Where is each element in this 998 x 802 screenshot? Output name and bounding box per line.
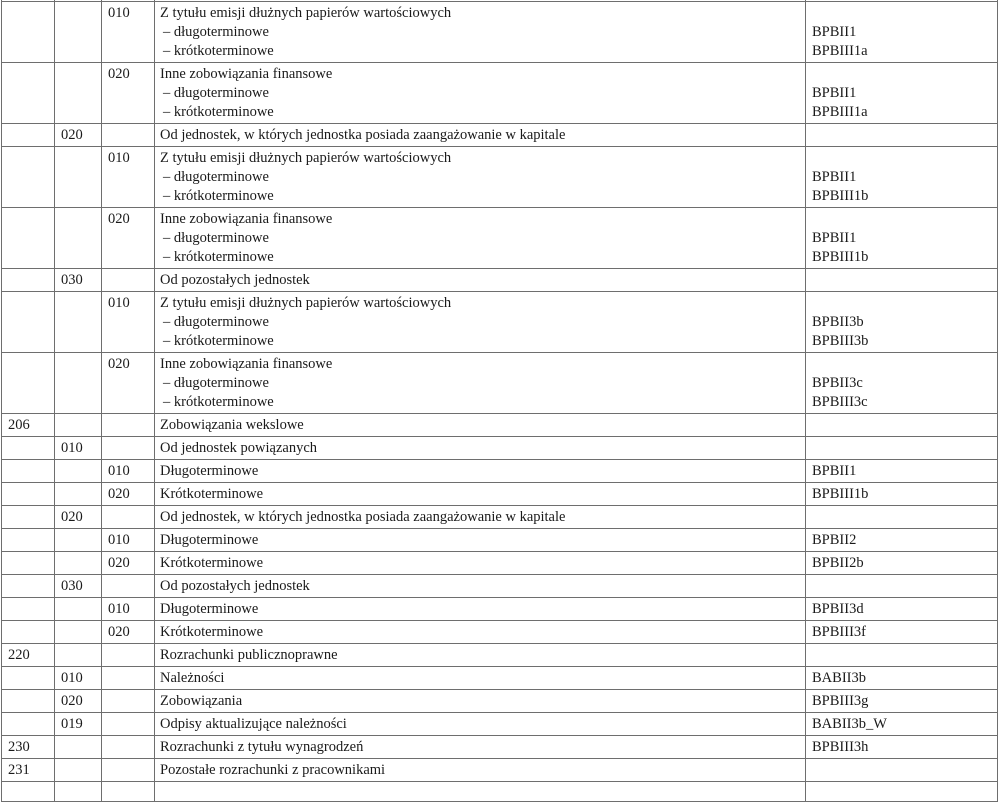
description-line: Z tytułu emisji dłużnych papierów wartościowych (160, 150, 452, 166)
item-number-cell (102, 713, 155, 736)
description-cell (155, 2, 806, 63)
description-line: Rozrachunki z tytułu wynagrodzeń (160, 739, 364, 755)
report-code-cell (806, 621, 998, 644)
account-number-cell (2, 483, 55, 506)
description-line: – długoterminowe (163, 85, 269, 101)
report-code-line: BPBII2b (812, 555, 864, 571)
item-number-cell (102, 575, 155, 598)
account-number-cell (2, 621, 55, 644)
table-row (2, 63, 998, 124)
description-cell (155, 437, 806, 460)
table-row (2, 124, 998, 147)
report-code-line (812, 646, 991, 665)
description-line: – krótkoterminowe (163, 249, 274, 265)
account-number-cell (2, 506, 55, 529)
report-code-line: BPBII1 (812, 85, 857, 101)
description-line: – długoterminowe (163, 169, 269, 185)
report-code-line: BPBIII1b (812, 486, 869, 502)
table-row (2, 644, 998, 667)
report-code-line (812, 508, 991, 527)
report-code-line (812, 271, 991, 290)
report-code-cell (806, 575, 998, 598)
report-code-line: BPBIII1b (812, 249, 869, 265)
account-number-cell (2, 269, 55, 292)
table-row (2, 437, 998, 460)
report-code-line (812, 439, 991, 458)
description-line: Długoterminowe (160, 532, 259, 548)
description-line: – długoterminowe (163, 230, 269, 246)
description-line: – długoterminowe (163, 314, 269, 330)
account-number-cell (2, 460, 55, 483)
description-line: – krótkoterminowe (163, 333, 274, 349)
description-cell (155, 460, 806, 483)
subaccount-number-cell (55, 736, 102, 759)
description-line: Krótkoterminowe (160, 486, 264, 502)
report-code-line (812, 577, 991, 596)
report-code-cell (806, 460, 998, 483)
report-code-cell (806, 2, 998, 63)
subaccount-number-cell (55, 483, 102, 506)
report-code-line (812, 210, 991, 229)
account-number-cell (2, 147, 55, 208)
description-line: Krótkoterminowe (160, 555, 264, 571)
subaccount-number-cell (55, 292, 102, 353)
description-cell (155, 575, 806, 598)
table-row (2, 575, 998, 598)
description-line: – krótkoterminowe (163, 188, 274, 204)
description-line: Zobowiązania wekslowe (160, 417, 304, 433)
report-code-line (812, 294, 991, 313)
subaccount-number-cell: 019 (55, 713, 102, 736)
subaccount-number-cell (55, 63, 102, 124)
description-line: Zobowiązania (160, 693, 243, 709)
table-row (2, 713, 998, 736)
description-line: – długoterminowe (163, 24, 269, 40)
description-line: Rozrachunki publicznoprawne (160, 647, 338, 663)
table-row (2, 269, 998, 292)
table-body (2, 0, 998, 802)
table-row (2, 598, 998, 621)
report-code-line: BPBII1 (812, 463, 857, 479)
account-number-cell (2, 598, 55, 621)
description-cell (155, 63, 806, 124)
table-row (2, 460, 998, 483)
item-number-cell (102, 269, 155, 292)
table-row (2, 414, 998, 437)
description-line: – długoterminowe (163, 375, 269, 391)
description-cell (155, 529, 806, 552)
account-number-cell (2, 782, 55, 802)
report-code-line: BABII3b (812, 670, 866, 686)
table-row (2, 690, 998, 713)
item-number-cell (102, 437, 155, 460)
description-line: Należności (160, 670, 225, 686)
report-code-cell (806, 269, 998, 292)
item-number-cell: 010 (102, 2, 155, 63)
subaccount-number-cell (55, 644, 102, 667)
subaccount-number-cell (55, 529, 102, 552)
report-code-cell (806, 414, 998, 437)
subaccount-number-cell (55, 2, 102, 63)
account-number-cell (2, 292, 55, 353)
subaccount-number-cell (55, 759, 102, 782)
description-cell (155, 759, 806, 782)
account-number-cell (2, 353, 55, 414)
subaccount-number-cell (55, 460, 102, 483)
subaccount-number-cell (55, 598, 102, 621)
account-number-cell (2, 690, 55, 713)
account-number-cell: 220 (2, 644, 55, 667)
report-code-cell (806, 690, 998, 713)
description-cell (155, 269, 806, 292)
description-line: Inne zobowiązania finansowe (160, 356, 333, 372)
report-code-line: BPBII3c (812, 375, 863, 391)
report-code-cell (806, 147, 998, 208)
report-code-cell (806, 506, 998, 529)
report-code-line: BPBII1 (812, 169, 857, 185)
report-code-line: BABII3b_W (812, 716, 887, 732)
item-number-cell: 010 (102, 292, 155, 353)
item-number-cell: 020 (102, 63, 155, 124)
item-number-cell: 010 (102, 147, 155, 208)
report-code-cell (806, 713, 998, 736)
table-row (2, 667, 998, 690)
report-code-cell (806, 483, 998, 506)
subaccount-number-cell (55, 208, 102, 269)
table-row (2, 552, 998, 575)
report-code-line: BPBIII3b (812, 333, 869, 349)
subaccount-number-cell: 030 (55, 269, 102, 292)
report-code-line: BPBIII3c (812, 394, 868, 410)
item-number-cell (102, 782, 155, 802)
item-number-cell: 020 (102, 353, 155, 414)
report-code-line (812, 4, 991, 23)
description-cell (155, 690, 806, 713)
report-code-cell (806, 759, 998, 782)
report-code-line: BPBIII1a (812, 43, 868, 59)
table-row (2, 208, 998, 269)
description-cell (155, 414, 806, 437)
subaccount-number-cell (55, 552, 102, 575)
description-line: Odpisy aktualizujące należności (160, 716, 347, 732)
report-code-line (812, 761, 991, 780)
report-code-line: BPBIII1b (812, 188, 869, 204)
account-number-cell (2, 575, 55, 598)
description-cell (155, 483, 806, 506)
description-cell (155, 736, 806, 759)
subaccount-number-cell: 020 (55, 506, 102, 529)
report-code-line: BPBII3d (812, 601, 864, 617)
report-code-cell (806, 124, 998, 147)
description-line: Od pozostałych jednostek (160, 578, 310, 594)
description-line: Długoterminowe (160, 463, 259, 479)
report-code-cell (806, 552, 998, 575)
description-cell (155, 506, 806, 529)
description-line: Z tytułu emisji dłużnych papierów wartościowych (160, 295, 452, 311)
report-code-cell (806, 292, 998, 353)
description-cell (155, 644, 806, 667)
subaccount-number-cell: 020 (55, 124, 102, 147)
description-cell (155, 353, 806, 414)
item-number-cell (102, 690, 155, 713)
account-number-cell: 206 (2, 414, 55, 437)
table-row (2, 353, 998, 414)
table-row (2, 292, 998, 353)
item-number-cell: 020 (102, 621, 155, 644)
table-row (2, 621, 998, 644)
item-number-cell (102, 759, 155, 782)
account-number-cell (2, 529, 55, 552)
report-code-cell (806, 208, 998, 269)
description-cell (155, 667, 806, 690)
account-number-cell (2, 437, 55, 460)
description-line: Długoterminowe (160, 601, 259, 617)
report-code-cell (806, 353, 998, 414)
report-code-line (812, 149, 991, 168)
description-line: – krótkoterminowe (163, 43, 274, 59)
report-code-line (812, 65, 991, 84)
subaccount-number-cell (55, 147, 102, 208)
report-code-cell (806, 598, 998, 621)
report-code-cell (806, 782, 998, 802)
table-row (2, 736, 998, 759)
description-line: – krótkoterminowe (163, 394, 274, 410)
report-code-line: BPBIII3h (812, 739, 869, 755)
item-number-cell: 010 (102, 529, 155, 552)
report-code-cell (806, 529, 998, 552)
item-number-cell (102, 414, 155, 437)
item-number-cell: 010 (102, 460, 155, 483)
account-number-cell (2, 63, 55, 124)
description-cell (155, 598, 806, 621)
description-line (161, 782, 799, 801)
subaccount-number-cell (55, 621, 102, 644)
account-number-cell (2, 713, 55, 736)
table-row (2, 759, 998, 782)
table-row (2, 483, 998, 506)
subaccount-number-cell (55, 353, 102, 414)
description-line: Od jednostek, w których jednostka posiada zaangażowanie w kapitale (160, 509, 566, 525)
description-cell (155, 292, 806, 353)
report-code-line (812, 782, 991, 801)
account-number-cell (2, 124, 55, 147)
report-code-line: BPBII2 (812, 532, 857, 548)
description-line: Z tytułu emisji dłużnych papierów wartościowych (160, 5, 452, 21)
description-line: – krótkoterminowe (163, 104, 274, 120)
report-code-cell (806, 736, 998, 759)
report-code-line (812, 416, 991, 435)
subaccount-number-cell (55, 414, 102, 437)
description-line: Od pozostałych jednostek (160, 272, 310, 288)
item-number-cell (102, 667, 155, 690)
account-mapping-table (1, 0, 998, 802)
report-code-line (812, 355, 991, 374)
description-line: Inne zobowiązania finansowe (160, 66, 333, 82)
description-line: Pozostałe rozrachunki z pracownikami (160, 762, 386, 778)
item-number-cell (102, 644, 155, 667)
report-code-line: BPBIII3f (812, 624, 866, 640)
description-cell (155, 621, 806, 644)
report-code-cell (806, 63, 998, 124)
account-number-cell (2, 208, 55, 269)
item-number-cell (102, 736, 155, 759)
item-number-cell: 010 (102, 598, 155, 621)
table-row (2, 782, 998, 802)
account-number-cell (2, 2, 55, 63)
report-code-line: BPBII3b (812, 314, 864, 330)
description-cell (155, 552, 806, 575)
subaccount-number-cell: 020 (55, 690, 102, 713)
item-number-cell: 020 (102, 552, 155, 575)
description-line: Inne zobowiązania finansowe (160, 211, 333, 227)
account-number-cell (2, 667, 55, 690)
table-row (2, 529, 998, 552)
item-number-cell: 020 (102, 208, 155, 269)
report-code-cell (806, 437, 998, 460)
table-row (2, 147, 998, 208)
subaccount-number-cell: 030 (55, 575, 102, 598)
description-cell (155, 782, 806, 802)
account-number-cell (2, 552, 55, 575)
report-code-line: BPBIII3g (812, 693, 869, 709)
description-line: Od jednostek, w których jednostka posiada zaangażowanie w kapitale (160, 127, 566, 143)
item-number-cell (102, 506, 155, 529)
report-code-line (812, 126, 991, 145)
table-row (2, 506, 998, 529)
description-cell (155, 713, 806, 736)
subaccount-number-cell: 010 (55, 667, 102, 690)
report-code-line: BPBIII1a (812, 104, 868, 120)
report-code-cell (806, 667, 998, 690)
item-number-cell: 020 (102, 483, 155, 506)
subaccount-number-cell: 010 (55, 437, 102, 460)
account-number-cell: 231 (2, 759, 55, 782)
report-code-cell (806, 644, 998, 667)
report-code-line: BPBII1 (812, 24, 857, 40)
report-code-line: BPBII1 (812, 230, 857, 246)
subaccount-number-cell (55, 782, 102, 802)
table-row (2, 2, 998, 63)
description-cell (155, 208, 806, 269)
account-number-cell: 230 (2, 736, 55, 759)
description-cell (155, 124, 806, 147)
description-cell (155, 147, 806, 208)
item-number-cell (102, 124, 155, 147)
description-line: Od jednostek powiązanych (160, 440, 318, 456)
description-line: Krótkoterminowe (160, 624, 264, 640)
